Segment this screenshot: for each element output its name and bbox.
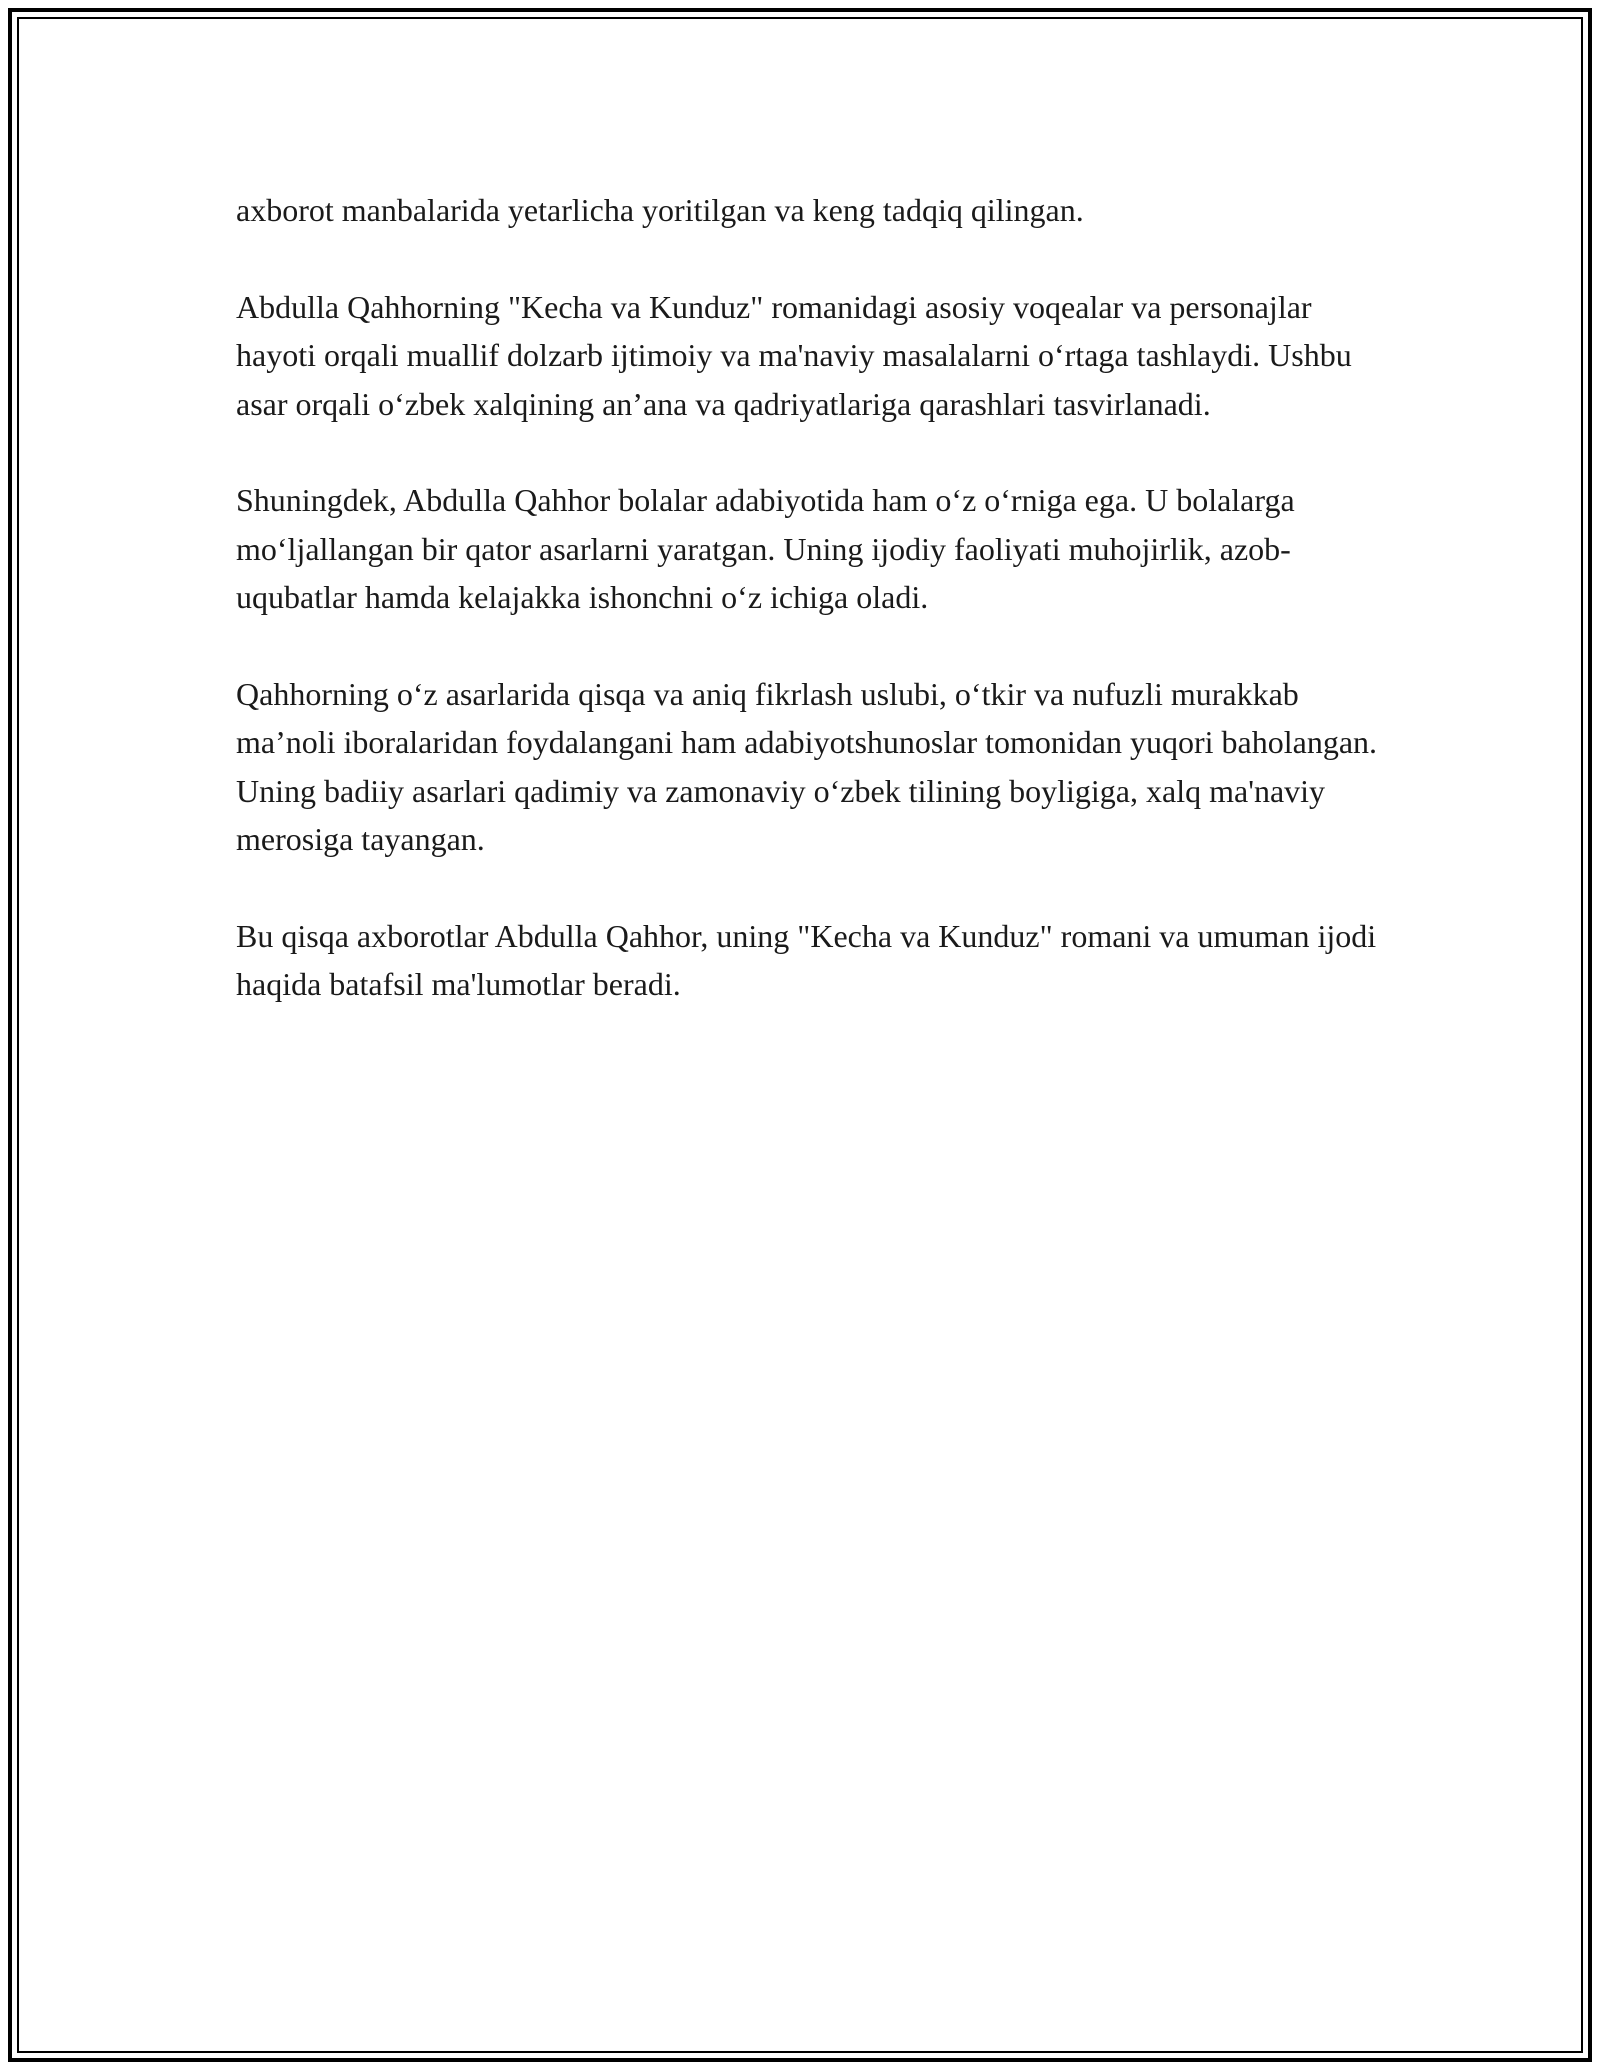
paragraph-3: Shuningdek, Abdulla Qahhor bolalar adabiyotida ham o‘z o‘rniga ega. U bolalarga mo‘ljallangan bir qator asarlarni yaratgan. Uning ijodiy faoliyati muhojirlik, azob-uqubatlar hamda kelajakka ishonchni o‘z ichiga oladi. (236, 482, 1295, 615)
paragraph-5: Bu qisqa axborotlar Abdulla Qahhor, uning "Kecha va Kunduz" romani va umuman ijodi haqida batafsil ma'lumotlar beradi. (236, 917, 1377, 1002)
paragraph-4: Qahhorning o‘z asarlarida qisqa va aniq fikrlash uslubi, o‘tkir va nufuzli murakkab ma’noli iboralaridan foydalangani ham adabiyotshunoslar tomonidan yuqori baholangan. Uning badiiy asarlari qadimiy va zamonaviy o‘zbek tilining boyligiga, xalq ma'naviy merosiga tayangan. (236, 675, 1378, 857)
document-body (236, 186, 1386, 1057)
paragraph-2: Abdulla Qahhorning "Kecha va Kunduz" romanidagi asosiy voqealar va personajlar hayoti orqali muallif dolzarb ijtimoiy va ma'naviy masalalarni o‘rtaga tashlaydi. Ushbu asar orqali o‘zbek xalqining an’ana va qadriyatlariga qarashlari tasvirlanadi. (236, 288, 1352, 422)
paragraph-1: axborot manbalarida yetarlicha yoritilgan va keng tadqiq qilingan. (236, 192, 1084, 228)
